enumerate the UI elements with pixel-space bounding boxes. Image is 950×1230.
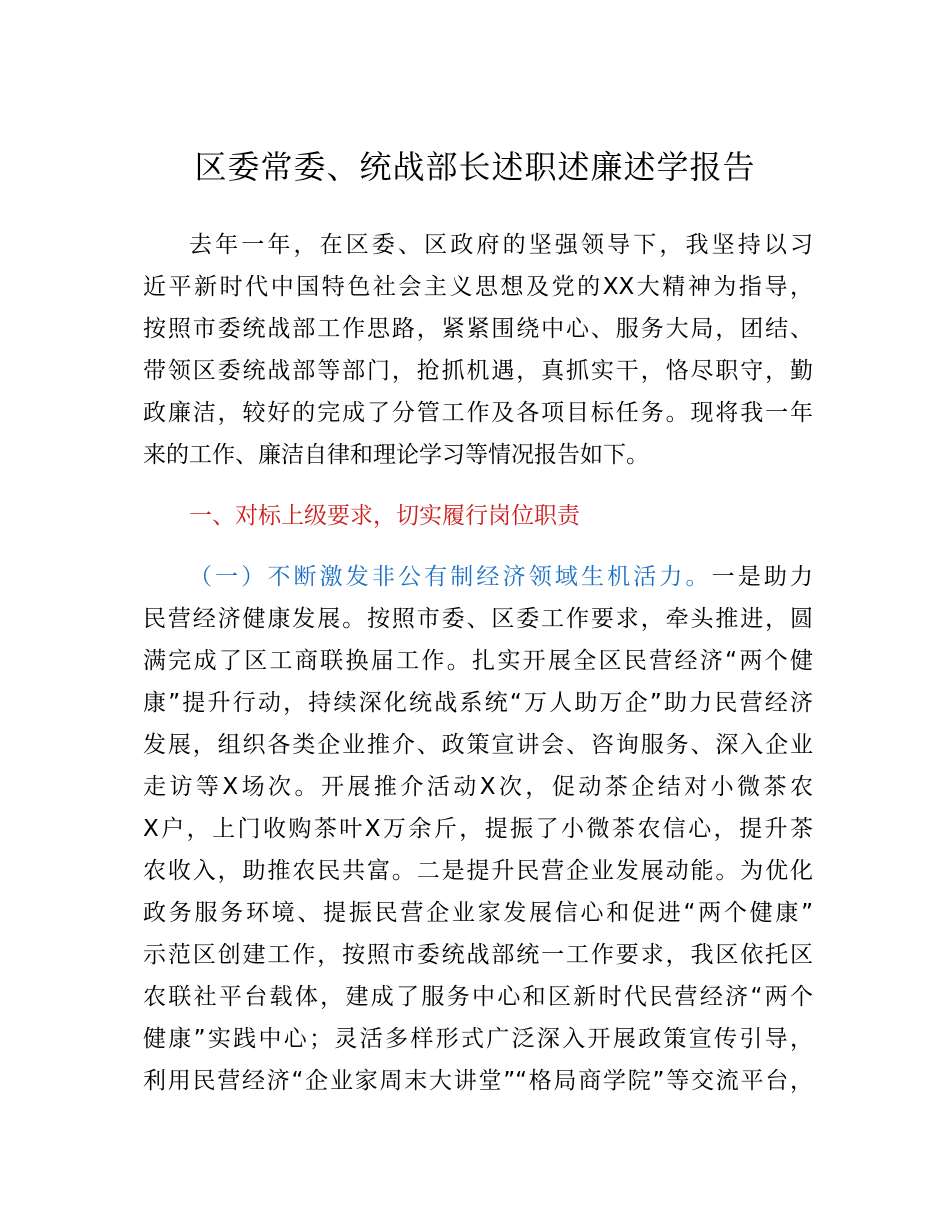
paragraph-line: 发展，组织各类企业推介、政策宣讲会、咨询服务、深入企业 [143, 732, 813, 758]
paragraph-line: 带领区委统战部等部门，抢抓机遇，真抓实干，恪尽职守，勤 [143, 358, 813, 384]
paragraph-line: 利用民营经济“企业家周末大讲堂”“格局商学院”等交流平台， [143, 1068, 813, 1094]
subsection-paragraph [143, 556, 813, 1102]
spacer [143, 537, 813, 556]
paragraph-line: 来的工作、廉洁自律和理论学习等情况报告如下。 [143, 442, 649, 468]
subsection-heading: （一）不断激发非公有制经济领域生机活力。 [189, 564, 712, 590]
document-body [143, 224, 813, 1102]
paragraph-line: X户，上门收购茶叶X万余斤，提振了小微茶农信心，提升茶 [143, 816, 813, 842]
paragraph-line: 民营经济健康发展。按照市委、区委工作要求，牵头推进，圆 [143, 606, 813, 632]
paragraph-line: 满完成了区工商联换届工作。扎实开展全区民营经济“两个健 [143, 648, 813, 674]
page-title: 区委常委、统战部长述职述廉述学报告 [194, 148, 756, 186]
paragraph-line: 近平新时代中国特色社会主义思想及党的XX大精神为指导， [143, 274, 813, 300]
paragraph-line-rest: 一是助力 [711, 564, 813, 590]
spacer [143, 476, 813, 495]
intro-paragraph [143, 224, 813, 476]
paragraph-line: 按照市委统战部工作思路，紧紧围绕中心、服务大局，团结、 [143, 316, 813, 342]
paragraph-line: 走访等X场次。开展推介活动X次，促动茶企结对小微茶农 [143, 774, 813, 800]
section-heading: 一、对标上级要求，切实履行岗位职责 [189, 503, 580, 529]
paragraph-line [143, 556, 813, 598]
paragraph-line: 健康”实践中心；灵活多样形式广泛深入开展政策宣传引导， [143, 1026, 813, 1052]
paragraph-line: 农收入，助推农民共富。二是提升民营企业发展动能。为优化 [143, 858, 813, 884]
paragraph-line: 示范区创建工作，按照市委统战部统一工作要求，我区依托区 [143, 942, 813, 968]
paragraph-line: 康”提升行动，持续深化统战系统“万人助万企”助力民营经济 [143, 690, 813, 716]
paragraph-line: 农联社平台载体，建成了服务中心和区新时代民营经济“两个 [143, 984, 813, 1010]
paragraph-line: 政廉洁，较好的完成了分管工作及各项目标任务。现将我一年 [143, 400, 813, 426]
paragraph-line: 政务服务环境、提振民营企业家发展信心和促进“两个健康” [143, 900, 813, 926]
paragraph-line: 去年一年，在区委、区政府的坚强领导下，我坚持以习 [189, 232, 813, 258]
